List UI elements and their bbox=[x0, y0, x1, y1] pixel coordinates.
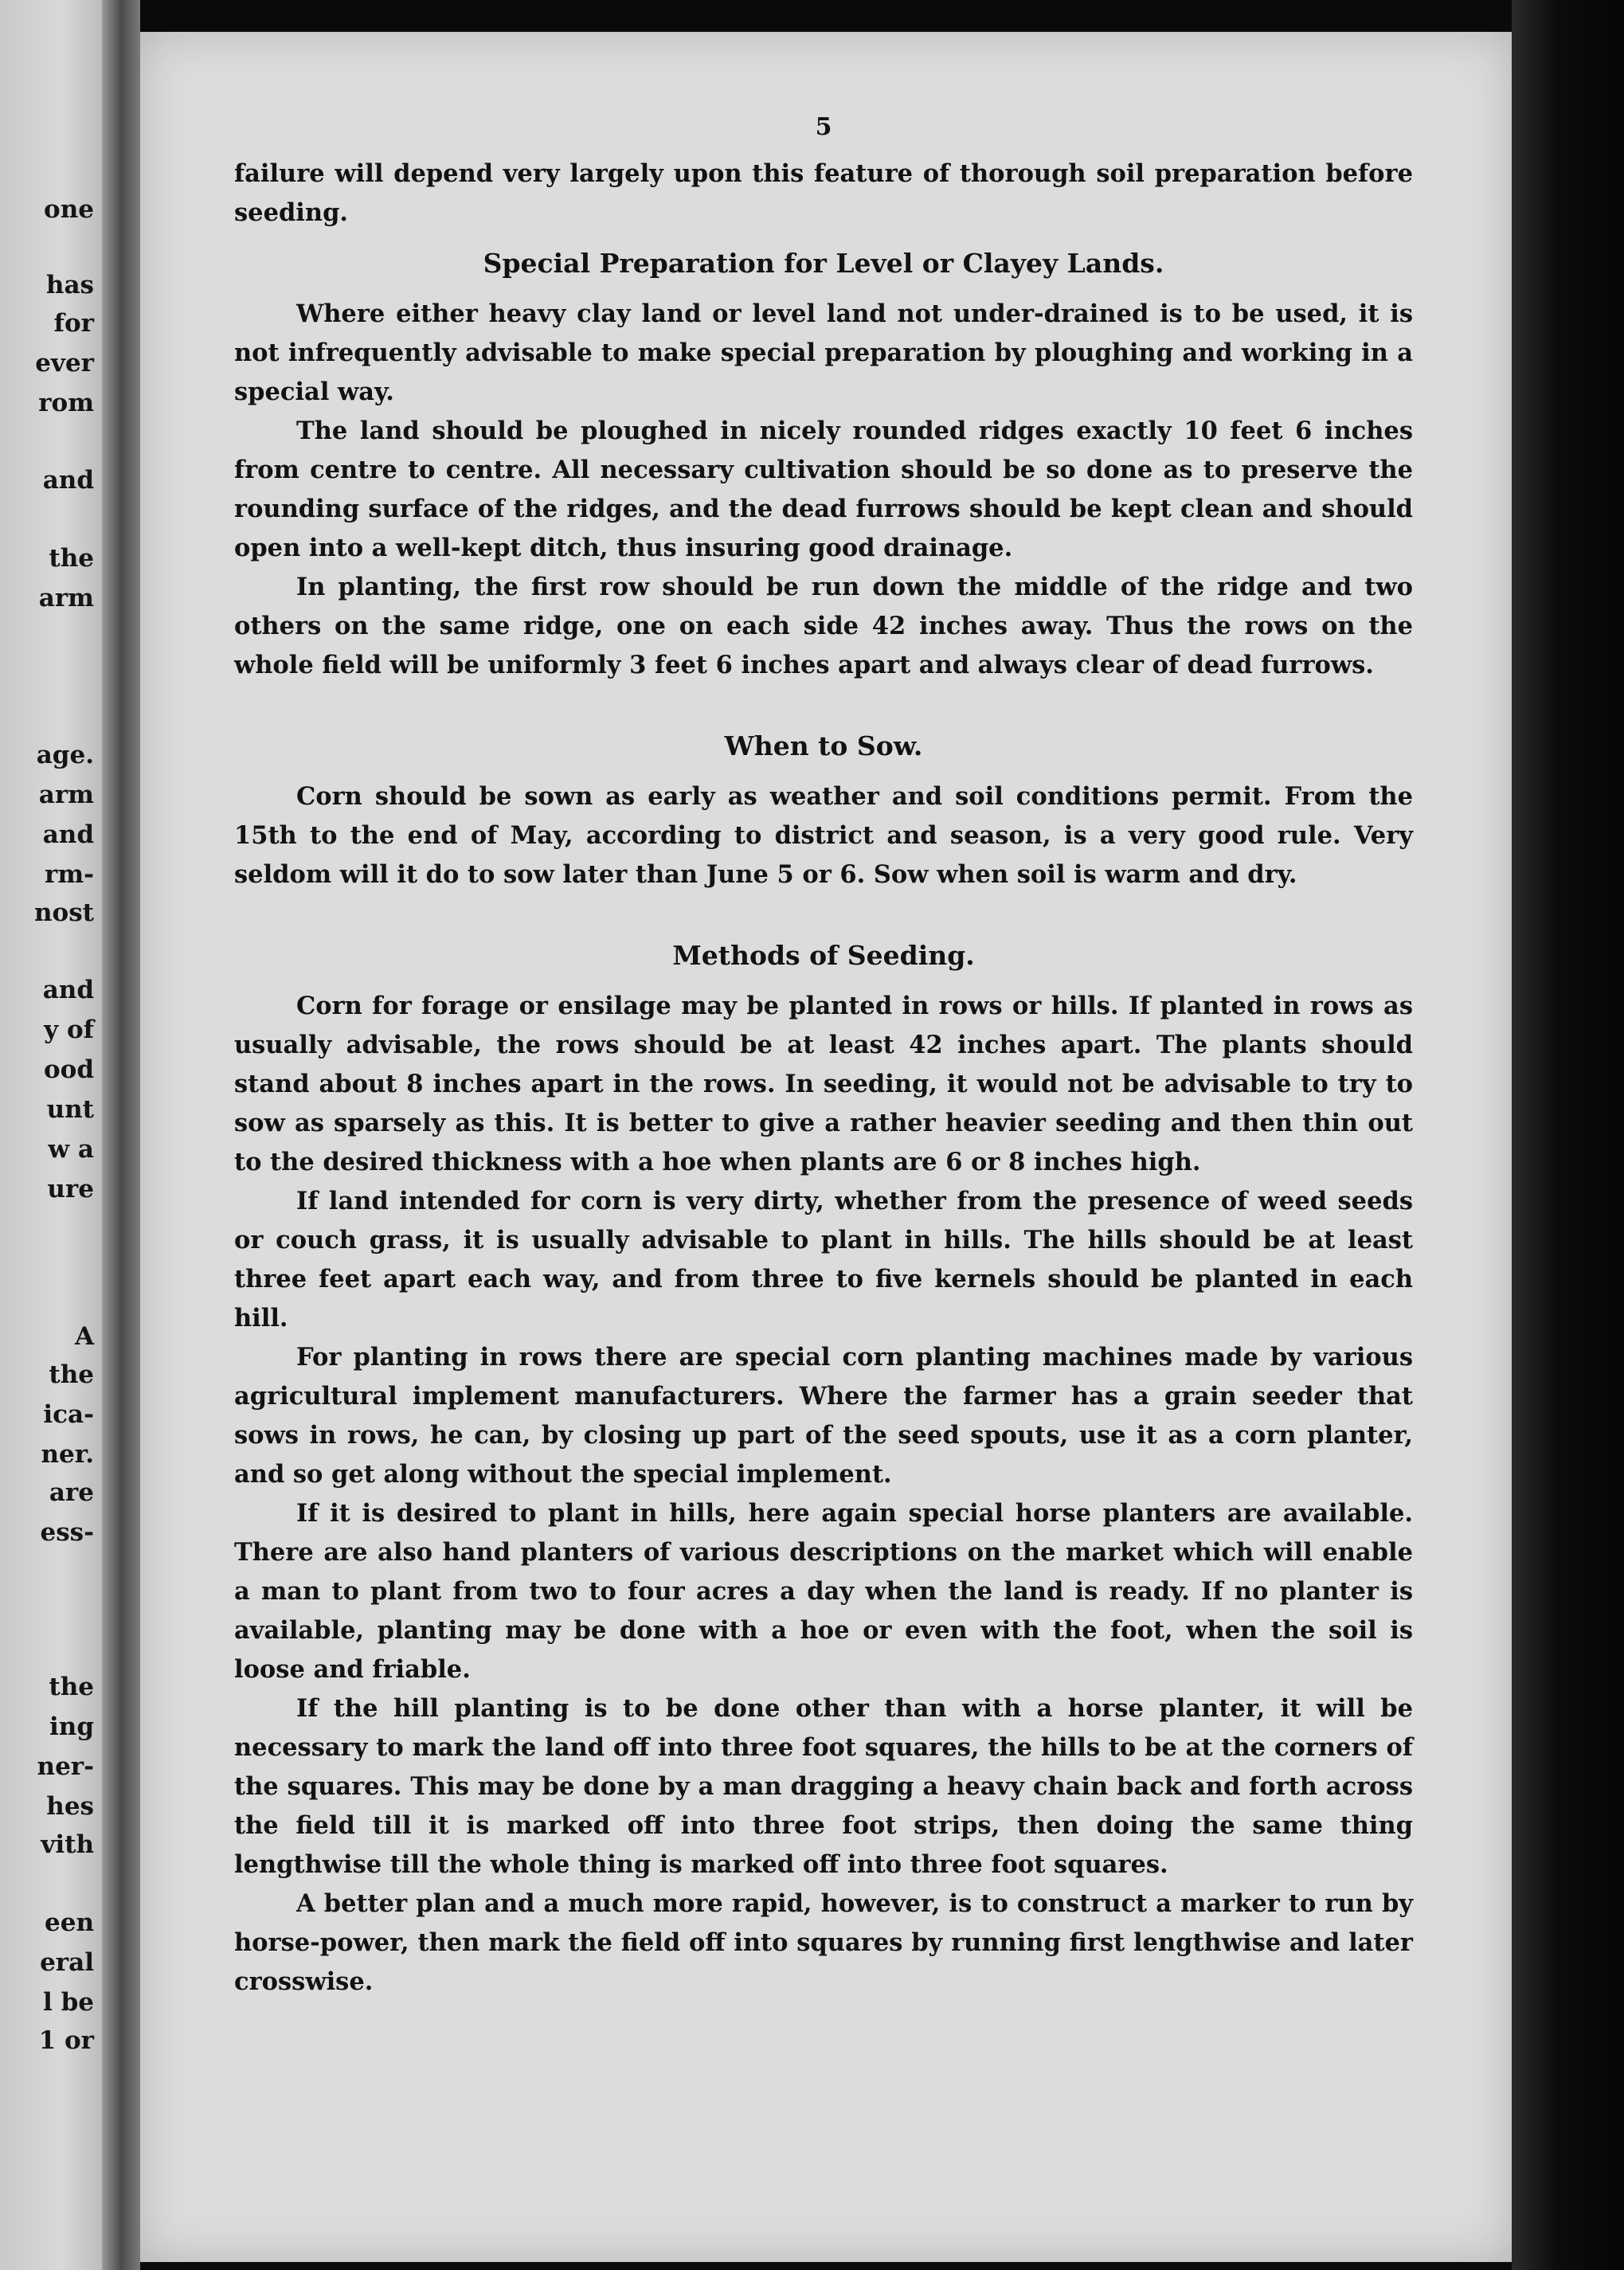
page-number: 5 bbox=[815, 113, 832, 141]
margin-fragment: ood bbox=[43, 1055, 94, 1084]
margin-fragment: A bbox=[74, 1322, 94, 1351]
margin-fragment: ing bbox=[49, 1712, 94, 1741]
margin-fragment: ever bbox=[35, 349, 94, 378]
margin-fragment: y of bbox=[44, 1016, 94, 1044]
paragraph: Corn should be sown as early as weather and soil conditions permit. From the 15th to the end of May, according to district and season, is a very good rule. Very seldom will it do to sow later than June 5 or 6. Sow when soil is warm and dry. bbox=[234, 782, 1413, 889]
margin-fragment: ner- bbox=[37, 1752, 94, 1781]
margin-fragment: hes bbox=[46, 1792, 94, 1821]
section-heading: Methods of Seeding. bbox=[672, 940, 975, 971]
margin-fragment: ess- bbox=[40, 1518, 94, 1547]
margin-fragment: and bbox=[42, 976, 94, 1004]
paragraph: If it is desired to plant in hills, here again special horse planters are available. There are also hand planters of various descriptions on the market which will enable a man to plant from two to four acres a day when the land is ready. If no planter is available, planting may be done with a hoe or even with the foot, when the soil is loose and friable. bbox=[234, 1499, 1413, 1684]
book-gutter bbox=[102, 0, 140, 2270]
margin-fragment: vith bbox=[41, 1830, 94, 1859]
paragraph: In planting, the first row should be run down the middle of the ridge and two others on the same ridge, one on each side 42 inches away. Thus the rows on the whole field will be uniformly 3 feet 6 inches apart and always clear of dead furrows. bbox=[234, 573, 1413, 679]
margin-fragment: rom bbox=[38, 389, 94, 417]
margin-fragment: age. bbox=[36, 741, 94, 769]
margin-fragment: unt bbox=[46, 1095, 94, 1124]
margin-fragment: eral bbox=[40, 1948, 94, 1977]
margin-fragment: for bbox=[53, 309, 94, 338]
section-heading: When to Sow. bbox=[724, 730, 923, 761]
facing-page-edge bbox=[0, 0, 102, 2270]
paragraph: A better plan and a much more rapid, however, is to construct a marker to run by horse-power, then mark the field off into squares by running first lengthwise and later crosswise. bbox=[234, 1889, 1413, 1996]
continuation-paragraph: failure will depend very largely upon this feature of thorough soil preparation before seeding. bbox=[234, 159, 1413, 227]
margin-fragment: one bbox=[44, 195, 94, 224]
margin-fragment: een bbox=[45, 1908, 94, 1937]
paragraph: The land should be ploughed in nicely rounded ridges exactly 10 feet 6 inches from centre to centre. All necessary cultivation should be so done as to preserve the rounding surface of the ridges, and the dead furrows should be kept clean and should open into a well-kept ditch, thus insuring good drainage. bbox=[234, 417, 1413, 562]
margin-fragment: ner. bbox=[41, 1440, 94, 1469]
paragraph: Where either heavy clay land or level land not under-drained is to be used, it is not infrequently advisable to make special preparation by ploughing and working in a special way. bbox=[234, 299, 1413, 406]
margin-fragment: the bbox=[49, 1673, 94, 1701]
scanned-page bbox=[140, 32, 1512, 2262]
margin-fragment: and bbox=[42, 466, 94, 495]
margin-fragment: and bbox=[42, 820, 94, 849]
margin-fragment: the bbox=[49, 544, 94, 573]
margin-fragment: ure bbox=[47, 1175, 94, 1203]
margin-fragment: has bbox=[45, 271, 94, 299]
section-heading: Special Preparation for Level or Clayey Lands. bbox=[483, 248, 1164, 279]
paragraph: If the hill planting is to be done other than with a horse planter, it will be necessary to mark the land off into three foot squares, the hills to be at the corners of the squares. This may be done by a man dragging a heavy chain back and forth across the field till it is marked off into three foot strips, then doing the same thing lengthwise till the whole thing is marked off into three foot squares. bbox=[234, 1694, 1413, 1879]
margin-fragment: the bbox=[49, 1360, 94, 1389]
margin-fragment: rm- bbox=[45, 860, 94, 889]
margin-fragment: ica- bbox=[43, 1400, 94, 1429]
margin-fragment: 1 or bbox=[38, 2026, 94, 2055]
margin-fragment: nost bbox=[34, 898, 94, 927]
paragraph: Corn for forage or ensilage may be planted in rows or hills. If planted in rows as usually advisable, the rows should be at least 42 inches apart. The plants should stand about 8 inches apart in the rows. In seeding, it would not be advisable to try to sow as sparsely as this. It is better to give a rather heavier seeding and then thin out to the desired thickness with a hoe when plants are 6 or 8 inches high. bbox=[234, 992, 1413, 1176]
margin-fragment: arm bbox=[38, 584, 94, 613]
paragraph: For planting in rows there are special corn planting machines made by various agricultural implement manufacturers. Where the farmer has a grain seeder that sows in rows, he can, by closing up part of the seed spouts, use it as a corn planter, and so get along without the special implement. bbox=[234, 1343, 1413, 1489]
page-content bbox=[234, 112, 1413, 2002]
paragraph: If land intended for corn is very dirty, whether from the presence of weed seeds or couch grass, it is usually advisable to plant in hills. The hills should be at least three feet apart each way, and from three to five kernels should be planted in each hill. bbox=[234, 1187, 1413, 1333]
margin-fragment: arm bbox=[38, 781, 94, 809]
margin-fragment: l be bbox=[43, 1988, 94, 2017]
margin-fragment: w a bbox=[48, 1135, 94, 1164]
margin-fragment: are bbox=[49, 1478, 94, 1507]
scan-border bbox=[1512, 0, 1624, 2270]
